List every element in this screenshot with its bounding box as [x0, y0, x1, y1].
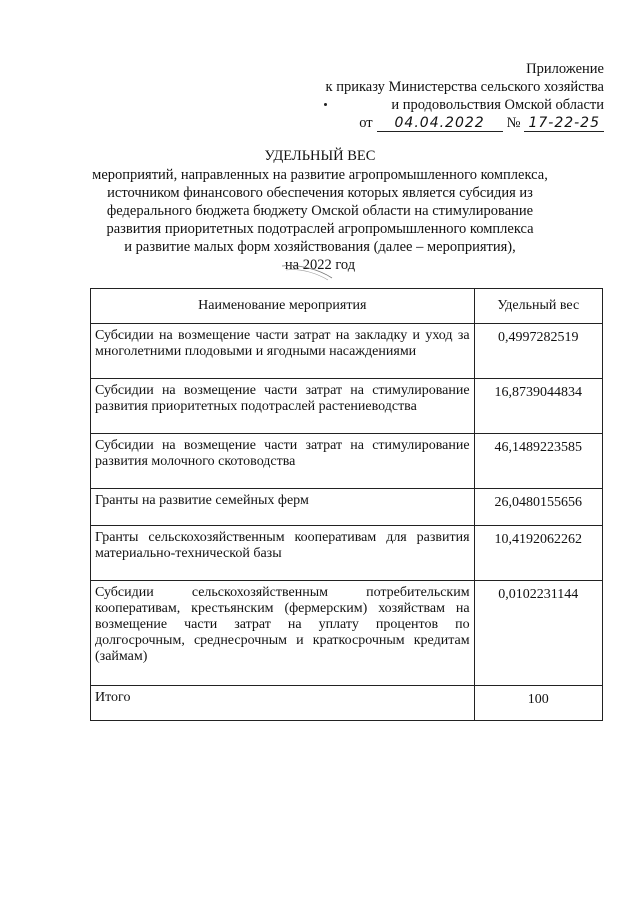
title-line-2: источником финансового обеспечения которых является субсидия из — [107, 185, 533, 201]
ministry-name-line: и продовольствия Омской области — [391, 97, 604, 113]
weight-value-cell: 10,4192062262 — [474, 526, 602, 581]
measure-name-cell: Субсидии на возмещение части затрат на стимулирование развития молочного скотоводства — [91, 434, 475, 489]
measure-name-cell: Субсидии на возмещение части затрат на закладку и уход за многолетними плодовыми и ягодными насаждениями — [91, 324, 475, 379]
weight-value-cell: 26,0480155656 — [474, 489, 602, 526]
title-line-4: развития приоритетных подотраслей агропромышленного комплекса — [106, 221, 534, 237]
handwritten-date: 04.04.2022 — [377, 115, 503, 132]
total-label-cell: Итого — [91, 686, 475, 721]
measure-name-cell: Гранты на развитие семейных ферм — [91, 489, 475, 526]
table-row — [91, 489, 603, 526]
column-header-weight: Удельный вес — [474, 289, 602, 324]
document-title-block — [80, 147, 560, 274]
order-reference-line: к приказу Министерства сельского хозяйства — [325, 79, 604, 95]
weight-value-cell: 16,8739044834 — [474, 379, 602, 434]
title-line-6: на 2022 год — [284, 257, 356, 273]
weight-value-cell: 0,0102231144 — [474, 581, 602, 686]
total-value-cell: 100 — [474, 686, 602, 721]
appendix-label: Приложение — [526, 61, 604, 77]
table-row — [91, 434, 603, 489]
measure-name-cell: Субсидии сельскохозяйственным потребительским кооперативам, крестьянским (фермерским) хозяйствам на возмещение части затрат на уплату процентов по долгосрочным, среднесрочным и краткосрочным кредитам (займам) — [91, 581, 475, 686]
date-prefix: от — [359, 115, 373, 131]
document-title: УДЕЛЬНЫЙ ВЕС — [264, 148, 376, 164]
measure-name-cell: Субсидии на возмещение части затрат на стимулирование развития приоритетных подотраслей растениеводства — [91, 379, 475, 434]
weight-value-cell: 0,4997282519 — [474, 324, 602, 379]
table-row — [91, 379, 603, 434]
table-row — [91, 526, 603, 581]
weight-value-cell: 46,1489223585 — [474, 434, 602, 489]
number-prefix: № — [506, 115, 521, 131]
table-row — [91, 581, 603, 686]
handwritten-order-number: 17-22-25 — [524, 115, 604, 132]
title-line-1: мероприятий, направленных на развитие агропромышленного комплекса, — [92, 167, 548, 183]
title-line-3: федерального бюджета бюджету Омской области на стимулирование — [106, 203, 534, 219]
appendix-header — [326, 60, 604, 132]
title-line-5: и развитие малых форм хозяйствования (далее – мероприятия), — [124, 239, 516, 255]
table-row — [91, 324, 603, 379]
ink-dot — [324, 103, 327, 106]
column-header-name: Наименование мероприятия — [91, 289, 475, 324]
total-row — [91, 686, 603, 721]
table-header-row — [91, 289, 603, 324]
pen-scribble-mark — [280, 262, 340, 282]
weights-table — [90, 288, 603, 721]
order-date-number-line — [326, 114, 604, 132]
measure-name-cell: Гранты сельскохозяйственным кооперативам для развития материально-технической базы — [91, 526, 475, 581]
